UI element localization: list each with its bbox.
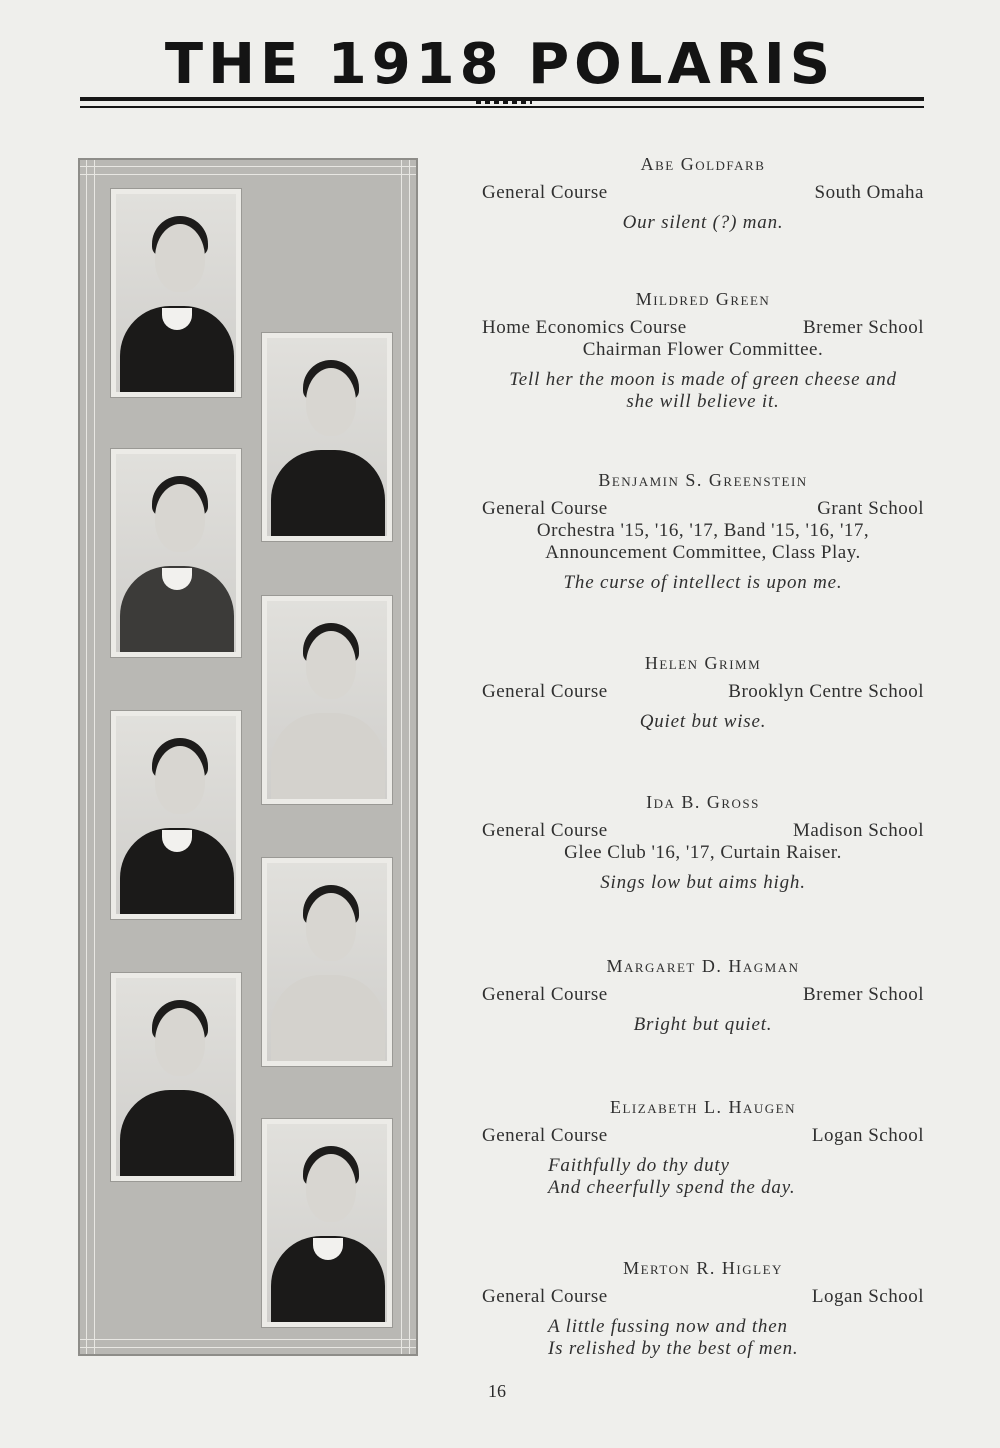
student-course: General Course (482, 984, 608, 1005)
portrait-body (120, 1090, 234, 1176)
student-entry (482, 1095, 924, 1199)
portrait-photo (116, 194, 236, 392)
portrait-frame (261, 595, 393, 805)
entry-course-row (482, 681, 924, 703)
panel-border-line (94, 160, 95, 1354)
portrait-body (271, 975, 385, 1061)
student-motto (482, 1316, 924, 1360)
portrait-face (306, 631, 356, 699)
panel-border-line (80, 174, 416, 175)
entry-course-row (482, 182, 924, 204)
student-course: Home Economics Course (482, 317, 687, 338)
student-motto (482, 572, 924, 594)
portrait-photo (267, 1124, 387, 1322)
portrait-photo (116, 454, 236, 652)
portrait-frame (110, 448, 242, 658)
student-name: Margaret D. Hagman (606, 956, 800, 976)
portrait-face (155, 1008, 205, 1076)
panel-border-line (80, 1347, 416, 1348)
portrait-face (155, 224, 205, 292)
portrait-frame (261, 332, 393, 542)
student-school: Grant School (817, 498, 924, 519)
student-motto (482, 369, 924, 413)
student-school: Bremer School (802, 984, 924, 1005)
student-school: South Omaha (814, 182, 924, 203)
portrait-frame (261, 1118, 393, 1328)
portrait-photo (267, 601, 387, 799)
panel-border-line (401, 160, 402, 1354)
motto-line: Tell her the moon is made of green cheese and (509, 369, 897, 390)
portrait-face (155, 746, 205, 814)
motto-line: Quiet but wise. (639, 711, 767, 732)
student-entry (482, 651, 924, 733)
portrait-frame (261, 857, 393, 1067)
student-name: Elizabeth L. Haugen (609, 1097, 797, 1117)
portrait-frame (110, 188, 242, 398)
entry-course-row (482, 498, 924, 520)
motto-line: The curse of intellect is upon me. (563, 572, 843, 593)
student-course: General Course (482, 1125, 608, 1146)
panel-border-line (86, 160, 87, 1354)
title-rule-dots (476, 100, 532, 104)
student-school: Madison School (792, 820, 924, 841)
student-name: Abe Goldfarb (640, 154, 766, 174)
student-course: General Course (482, 681, 608, 702)
student-name: Ida B. Gross (646, 792, 760, 812)
student-school: Logan School (811, 1286, 924, 1307)
student-name: Helen Grimm (644, 653, 762, 673)
student-activities: Announcement Committee, Class Play. (545, 542, 861, 563)
student-entry (482, 1256, 924, 1360)
student-course: General Course (482, 498, 608, 519)
entry-course-row (482, 317, 924, 339)
page-title: THE 1918 POLARIS (164, 32, 836, 97)
motto-line: A little fussing now and then (548, 1316, 788, 1337)
title-rule-thin (80, 106, 924, 108)
photo-panel (78, 158, 418, 1356)
student-school: Brooklyn Centre School (728, 681, 924, 702)
motto-line: she will believe it. (626, 391, 780, 412)
student-activities: Glee Club '16, '17, Curtain Raiser. (564, 842, 842, 863)
motto-line: Sings low but aims high. (600, 872, 806, 893)
student-motto (482, 711, 924, 733)
student-course: General Course (482, 1286, 608, 1307)
student-entry (482, 287, 924, 413)
student-activities: Orchestra '15, '16, '17, Band '15, '16, '17, (536, 520, 870, 541)
panel-border-line (80, 1339, 416, 1340)
portrait-face (306, 368, 356, 436)
panel-border-line (409, 160, 410, 1354)
student-school: Bremer School (802, 317, 924, 338)
student-motto (482, 212, 924, 234)
page-number: 16 (488, 1381, 506, 1401)
portrait-frame (110, 972, 242, 1182)
portrait-photo (267, 863, 387, 1061)
entry-course-row (482, 1125, 924, 1147)
student-entry (482, 468, 924, 594)
student-school: Logan School (811, 1125, 924, 1146)
student-course: General Course (482, 820, 608, 841)
motto-line: Faithfully do thy duty (548, 1155, 730, 1176)
portrait-photo (267, 338, 387, 536)
entry-course-row (482, 820, 924, 842)
motto-line: Is relished by the best of men. (548, 1338, 799, 1359)
student-name: Mildred Green (635, 289, 771, 309)
student-name: Benjamin S. Greenstein (598, 470, 808, 490)
portrait-face (306, 1154, 356, 1222)
student-entry (482, 790, 924, 894)
portrait-face (155, 484, 205, 552)
student-entry (482, 954, 924, 1036)
entry-course-row (482, 984, 924, 1006)
student-motto (482, 1155, 924, 1199)
student-entry (482, 152, 924, 234)
student-name: Merton R. Higley (623, 1258, 783, 1278)
portrait-body (271, 713, 385, 799)
portrait-body (271, 450, 385, 536)
student-activities: Chairman Flower Committee. (582, 339, 824, 360)
motto-line: And cheerfully spend the day. (548, 1177, 796, 1198)
student-course: General Course (482, 182, 608, 203)
portrait-frame (110, 710, 242, 920)
panel-border-line (80, 166, 416, 167)
motto-line: Our silent (?) man. (622, 212, 784, 233)
motto-line: Bright but quiet. (633, 1014, 773, 1035)
portrait-photo (116, 716, 236, 914)
student-motto (482, 872, 924, 894)
student-motto (482, 1014, 924, 1036)
portrait-face (306, 893, 356, 961)
portrait-photo (116, 978, 236, 1176)
entry-course-row (482, 1286, 924, 1308)
